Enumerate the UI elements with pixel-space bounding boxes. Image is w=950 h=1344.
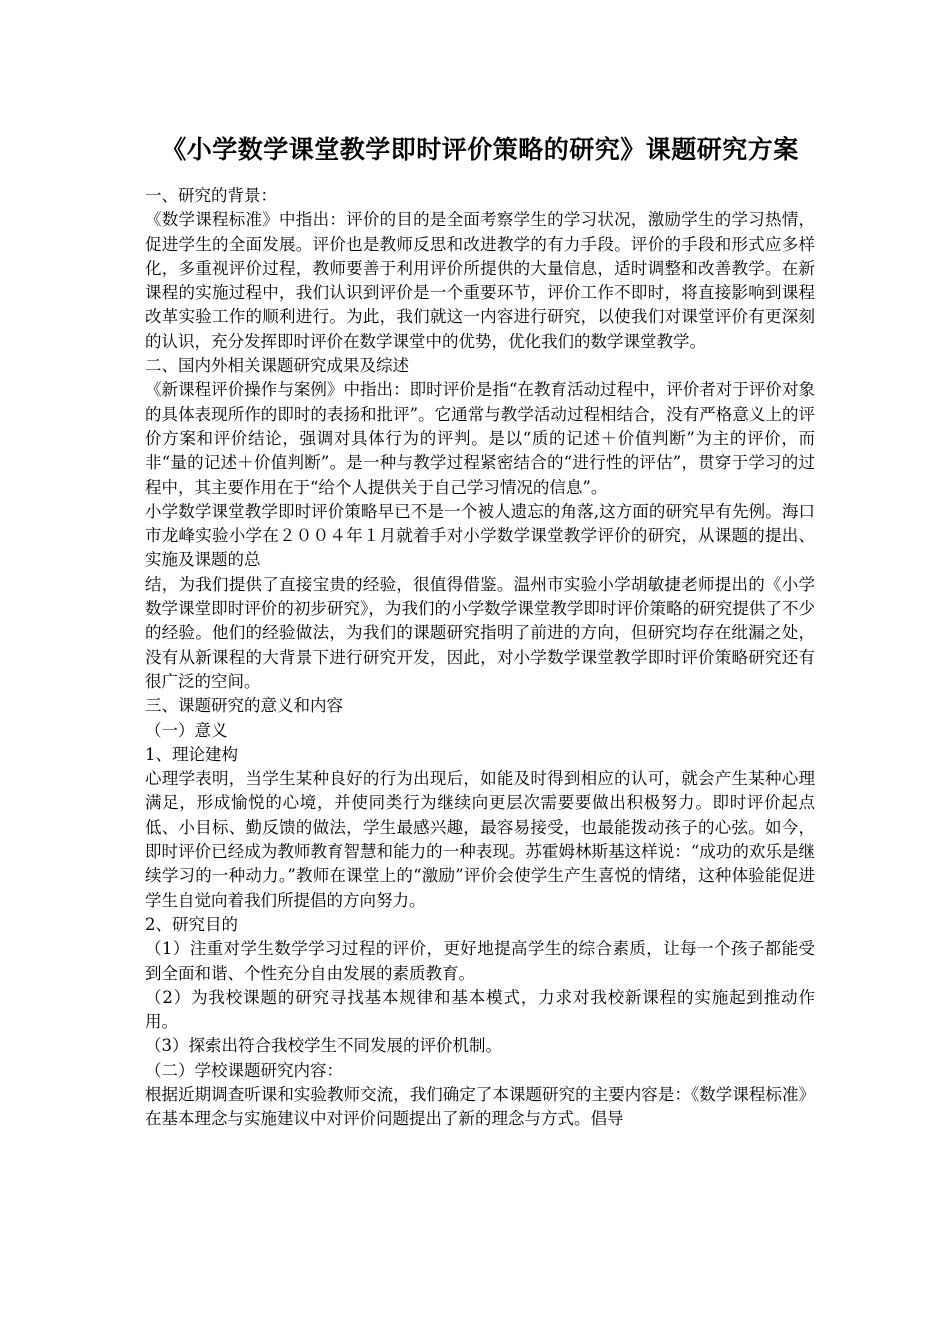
paragraph-theory: 心理学表明，当学生某种良好的行为出现后，如能及时得到相应的认可，就会产生某种心理满足，形成愉悦的心境，并使同类行为继续向更层次需要要做出积极努力。即时评价起点低、小目标、勤反馈的做法，学生最感兴趣，最容易接受，也最能拨动孩子的心弦。如今，即时评价已经成为教师教育智慧和能力的一种表现。苏霍姆林斯基这样说：“成功的欢乐是继续学习的一种动力。”教师在课堂上的“激励”评价会使学生产生喜悦的情绪，这种体验能促进学生自觉向着我们所提倡的方向努力。 <box>145 769 815 910</box>
purpose-item-1: （1）注重对学生数学学习过程的评价，更好地提高学生的综合素质，让每一个孩子都能受到全面和谐、个性充分自由发展的素质教育。 <box>145 939 815 983</box>
item-heading-theory: 1、理论建构 <box>145 744 238 764</box>
paragraph-research-content: 根据近期调查听课和实验教师交流，我们确定了本课题研究的主要内容是：《数学课程标准》在基本理念与实施建议中对评价问题提出了新的理念与方式。倡导 <box>145 1084 815 1129</box>
section-heading-significance-content: 三、课题研究的意义和内容 <box>145 696 343 716</box>
section-heading-background: 一、研究的背景： <box>145 186 277 205</box>
paragraph-related-research-3: 结，为我们提供了直接宝贵的经验，很值得借鉴。温州市实验小学胡敏捷老师提出的《小学数学课堂即时评价的初步研究》，为我们的小学数学课堂教学即时评价策略的研究提供了不少的经验。他们的经验做法，为我们的课题研究指明了前进的方向，但研究均存在纰漏之处，没有从新课程的大背景下进行研究开发，因此，对小学数学课堂教学即时评价策略研究还有很广泛的空间。 <box>145 574 815 691</box>
item-heading-purpose: 2、研究目的 <box>145 914 238 934</box>
document-body <box>145 130 815 1132</box>
paragraph-related-research-1: 《新课程评价操作与案例》中指出：即时评价是指“在教育活动过程中，评价者对于评价对象的具体表现所作的即时的表扬和批评”。它通常与教学活动过程相结合，没有严格意义上的评价方案和评价结论，强调对具体行为的评判。是以“质的记述＋价值判断”为主的评价，而非“量的记述＋价值判断”。是一种与教学过程紧密结合的“进行性的评估”，贯穿于学习的过程中，其主要作用在于“给个人提供关于自己学习情况的信息”。 <box>145 380 815 497</box>
paragraph-related-research-2: 小学数学课堂教学即时评价策略早已不是一个被人遗忘的角落,这方面的研究早有先例。海口市龙峰实验小学在２００４年１月就着手对小学数学课堂教学评价的研究，从课题的提出、实施及课题的总 <box>145 501 815 570</box>
subsection-heading-significance: （一）意义 <box>145 720 228 740</box>
paragraph-background: 《数学课程标准》中指出：评价的目的是全面考察学生的学习状况，激励学生的学习热情，促进学生的全面发展。评价也是教师反思和改进教学的有力手段。评价的手段和形式应多样化，多重视评价过程，教师要善于利用评价所提供的大量信息，适时调整和改善教学。在新课程的实施过程中，我们认识到评价是一个重要环节，评价工作不即时，将直接影响到课程改革实验工作的顺利进行。为此，我们就这一内容进行研究，以使我们对课堂评价有更深刻的认识，充分发挥即时评价在数学课堂中的优势，优化我们的数学课堂教学。 <box>145 210 815 351</box>
subsection-heading-research-content: （二）学校课题研究内容： <box>145 1060 343 1080</box>
purpose-item-3: （3）探索出符合我校学生不同发展的评价机制。 <box>145 1036 502 1056</box>
section-heading-related-research: 二、国内外相关课题研究成果及综述 <box>145 356 409 376</box>
document-title: 《小学数学课堂教学即时评价策略的研究》课题研究方案 <box>161 135 799 164</box>
purpose-item-2: （2）为我校课题的研究寻找基本规律和基本模式，力求对我校新课程的实施起到推动作用。 <box>145 987 815 1032</box>
